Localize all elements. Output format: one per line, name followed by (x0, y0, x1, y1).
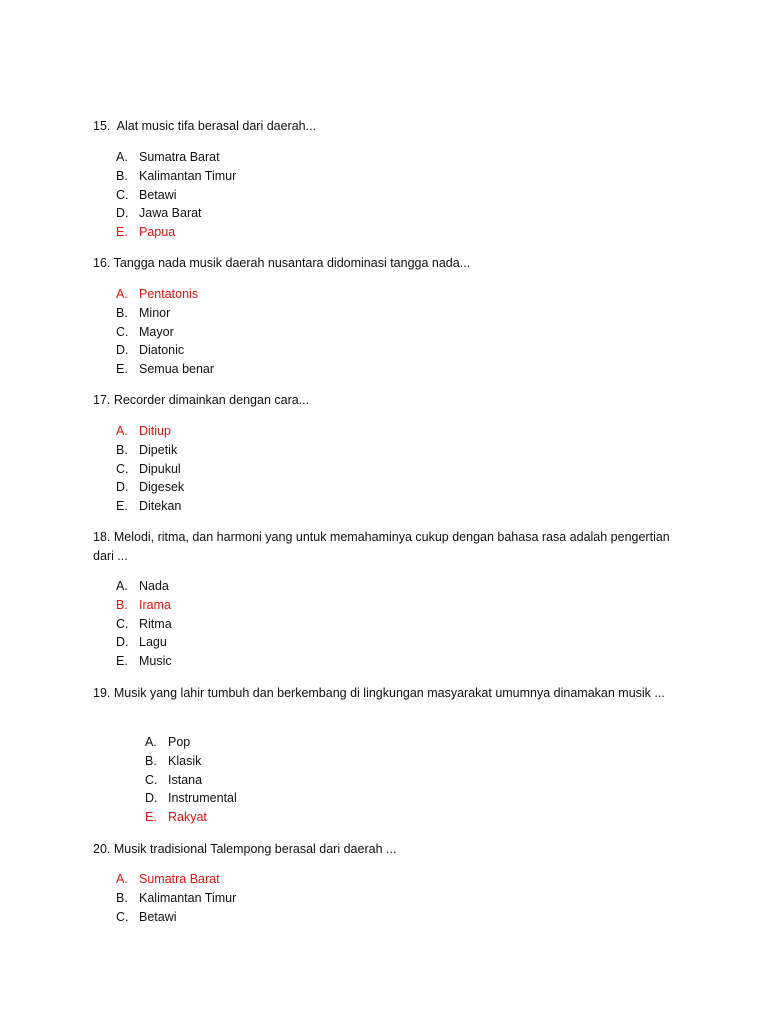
option-item (116, 908, 236, 927)
options-15 (116, 148, 236, 242)
option-item (116, 167, 236, 186)
option-text: Pentatonis (139, 287, 199, 301)
option-item (116, 652, 172, 671)
option-item (116, 360, 214, 379)
option-text: Pop (168, 735, 191, 749)
question-20 (93, 840, 683, 859)
option-text: Jawa Barat (139, 206, 202, 221)
option-letter: E. (145, 810, 157, 825)
option-letter: A. (116, 287, 128, 301)
option-item (145, 808, 237, 827)
option-item (145, 771, 237, 790)
option-letter: B. (116, 442, 128, 457)
option-item (145, 733, 237, 752)
option-item (116, 596, 172, 615)
option-text: Diatonic (139, 343, 185, 358)
option-text: Papua (139, 225, 176, 240)
question-16 (93, 254, 683, 273)
option-text: Betawi (139, 187, 177, 202)
option-letter: C. (116, 324, 129, 339)
option-item (116, 204, 236, 223)
option-text: Sumatra Barat (139, 150, 220, 164)
question-text: 17. Recorder dimainkan dengan cara... (93, 393, 310, 407)
question-text: 18. Melodi, ritma, dan harmoni yang untuk memahaminya cukup dengan bahasa rasa adalah pengertian dari ... (93, 530, 674, 563)
option-item (116, 323, 214, 342)
option-letter: C. (116, 461, 129, 476)
option-text: Dipetik (139, 442, 178, 457)
option-letter: C. (116, 187, 129, 202)
option-letter: B. (116, 890, 128, 905)
option-text: Ditiup (139, 424, 171, 438)
option-letter: A. (116, 872, 128, 886)
options-17 (116, 422, 184, 516)
option-text: Kalimantan Timur (139, 890, 237, 905)
option-item (116, 148, 236, 167)
option-text: Lagu (139, 635, 167, 650)
option-item (116, 422, 184, 441)
question-text: 16. Tangga nada musik daerah nusantara didominasi tangga nada... (93, 256, 471, 270)
option-letter: A. (145, 735, 157, 749)
question-text: 19. Musik yang lahir tumbuh dan berkembang di lingkungan masyarakat umumnya dinamakan musik ... (93, 686, 665, 700)
option-letter: B. (116, 168, 128, 183)
option-letter: B. (116, 305, 128, 320)
option-letter: D. (116, 635, 129, 650)
options-18 (116, 577, 172, 671)
option-item (116, 341, 214, 360)
option-letter: C. (116, 909, 129, 924)
option-letter: E. (116, 499, 128, 514)
option-text: Mayor (139, 324, 174, 339)
option-letter: E. (116, 362, 128, 377)
option-item (116, 304, 214, 323)
option-item (116, 633, 172, 652)
option-item (116, 186, 236, 205)
option-letter: E. (116, 225, 128, 240)
option-letter: E. (116, 654, 128, 669)
option-item (145, 789, 237, 808)
option-item (145, 752, 237, 771)
option-item (116, 577, 172, 596)
option-item (116, 889, 236, 908)
option-letter: A. (116, 150, 128, 164)
option-text: Ritma (139, 616, 172, 631)
option-letter: C. (145, 772, 158, 787)
options-19 (145, 733, 237, 827)
option-item (116, 441, 184, 460)
option-letter: D. (116, 206, 129, 221)
question-18 (93, 528, 683, 566)
option-text: Minor (139, 305, 171, 320)
option-text: Sumatra Barat (139, 872, 220, 886)
question-17 (93, 391, 683, 410)
option-item (116, 460, 184, 479)
option-item (116, 870, 236, 889)
options-16 (116, 285, 214, 379)
option-text: Instrumental (168, 791, 237, 806)
option-letter: B. (116, 597, 128, 612)
option-text: Kalimantan Timur (139, 168, 237, 183)
option-item (116, 615, 172, 634)
question-19 (93, 684, 683, 703)
option-text: Klasik (168, 753, 202, 768)
option-item (116, 223, 236, 242)
option-text: Rakyat (168, 810, 207, 825)
option-text: Betawi (139, 909, 177, 924)
option-letter: C. (116, 616, 129, 631)
option-item (116, 285, 214, 304)
option-letter: B. (145, 753, 157, 768)
option-text: Semua benar (139, 362, 215, 377)
option-text: Irama (139, 597, 171, 612)
option-text: Digesek (139, 480, 185, 495)
option-letter: D. (145, 791, 158, 806)
option-item (116, 478, 184, 497)
option-text: Istana (168, 772, 203, 787)
option-text: Nada (139, 579, 169, 593)
options-20 (116, 870, 236, 926)
option-text: Music (139, 654, 172, 669)
option-text: Dipukul (139, 461, 181, 476)
option-item (116, 497, 184, 516)
option-letter: A. (116, 579, 128, 593)
option-text: Ditekan (139, 499, 182, 514)
option-letter: D. (116, 343, 129, 358)
option-letter: A. (116, 424, 128, 438)
option-letter: D. (116, 480, 129, 495)
question-15 (93, 117, 683, 136)
question-text: 15. Alat music tifa berasal dari daerah... (93, 119, 317, 133)
question-text: 20. Musik tradisional Talempong berasal dari daerah ... (93, 842, 397, 856)
